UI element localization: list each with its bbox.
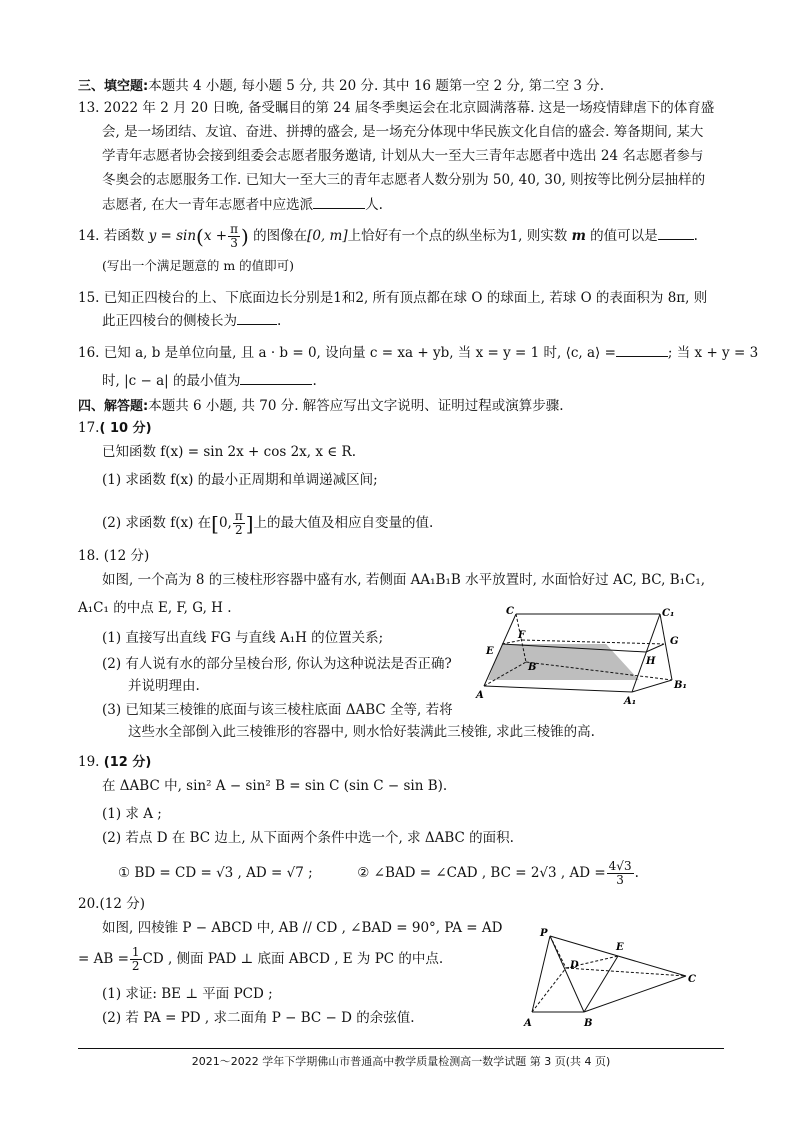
q13-number: 13. (78, 100, 100, 116)
q18-edge-c1a1 (632, 614, 660, 692)
q13-text-5: 志愿者, 在大一青年志愿者中应选派 (102, 197, 314, 213)
q20-text-2b: CD , 侧面 PAD ⊥ 底面 ABCD , E 为 PC 的中点. (142, 951, 444, 967)
q17-text-2b: 上的最大值及相应自变量的值. (253, 515, 434, 531)
q18-part3a: (3) 已知某三棱锥的底面与该三棱柱底面 ΔABC 全等, 若将 (102, 702, 453, 718)
q17-zero: 0, (218, 515, 232, 531)
q20-edge-pb (550, 936, 584, 1012)
section3-title: 三、填空题: (78, 79, 149, 94)
q19-stem: 在 ΔABC 中, sin² A − sin² B = sin C (sin C − sin B). (102, 778, 448, 794)
q20-frac-num: 1 (131, 945, 140, 959)
q18-water-surface (488, 644, 639, 680)
section3-desc: 本题共 4 小题, 每小题 5 分, 共 20 分. 其中 16 题第一空 2 分, 第二空 3 分. (148, 78, 605, 94)
q18-part2a: (2) 有人说有水的部分呈棱台形, 你认为这种说法是否正确? (102, 656, 452, 672)
q20-label-B: B (584, 1018, 593, 1029)
q13-line2: 会, 是一场团结、友谊、奋进、拼搏的盛会, 是一场充分体现中华民族文化自信的盛会. 筹备期间, 某大 (102, 124, 704, 140)
q14-text-d: 的值可以是 (590, 228, 658, 244)
q15-number: 15. (78, 290, 100, 306)
q18-label-B1: B₁ (674, 680, 687, 691)
q17-part2 (102, 508, 433, 539)
q16-line2 (102, 370, 317, 391)
q19-condition-1: ① BD = CD = √3 , AD = √7 ; (118, 865, 313, 881)
q20-label-P: P (540, 928, 548, 939)
q15-text-2: 此正四棱台的侧棱长为 (102, 313, 237, 329)
q18-prism-figure (474, 604, 700, 708)
section4-heading (78, 396, 564, 417)
page-footer: 2021～2022 学年下学期佛山市普通高中教学质量检测高一数学试题 第 3 页(共 4 页) (78, 1048, 724, 1069)
q19-number: 19. (78, 754, 100, 770)
q14-frac-den: 3 (230, 236, 238, 250)
q19-conditions (118, 858, 639, 888)
q19-score: (12 分) (103, 755, 152, 770)
q14-line1: 14. 若函数 y = sin(x + $\frac{\pi}{3}$ ) 的图像在[0, m]上恰好有一个点的纵坐标为1, 则实数 m 的值可以是 . (78, 222, 698, 250)
q14-text-c: 上恰好有一个点的纵坐标为1, 则实数 (347, 228, 568, 244)
q17-text-2a: (2) 求函数 f(x) 在 (102, 515, 212, 531)
q18-label-G: G (670, 636, 679, 647)
q14-var-m: m (571, 228, 586, 244)
section3-heading (78, 76, 604, 97)
q14-number: 14. (78, 228, 100, 244)
q20-number: 20. (78, 896, 100, 912)
q17-header (78, 418, 152, 439)
q20-frac-den: 2 (131, 959, 140, 973)
q18-line2: A₁C₁ 的中点 E, F, G, H . (78, 600, 232, 616)
q13-line3: 学青年志愿者协会接到组委会志愿者服务邀请, 计划从大一至大三青年志愿者中选出 24 名志愿者参与 (102, 148, 704, 164)
q13-line1 (78, 98, 714, 118)
q15-text-1: 已知正四棱台的上、下底面边长分别是1和2, 所有顶点都在球 O 的球面上, 若球 O 的表面积为 8π, 则 (103, 290, 708, 306)
q16-end: . (312, 373, 317, 389)
q16-text-1a: 已知 a, b 是单位向量, 且 a · b = 0, 设向量 c = xa + yb, 当 x = y = 1 时, ⟨c, a⟩ = (103, 345, 616, 361)
q20-label-C: C (688, 974, 696, 985)
q20-line2 (78, 944, 443, 974)
q14-text-a: 若函数 (103, 228, 145, 244)
q19-frac-den: 3 (616, 873, 624, 887)
q17-fraction (233, 510, 245, 537)
q18-edge-c1b1 (660, 614, 672, 680)
q18-header (78, 546, 149, 566)
q18-line1: 如图, 一个高为 8 的三棱柱形容器中盛有水, 若侧面 AA₁B₁B 水平放置时, 水面恰好过 AC, BC, B₁C₁, (102, 572, 706, 588)
q15-answer-blank[interactable] (237, 310, 277, 325)
q19-header (78, 752, 151, 773)
q17-number: 17. (78, 420, 100, 436)
q19-end: . (634, 865, 639, 881)
q17-stem: 已知函数 f(x) = sin 2x + cos 2x, x ∈ R. (102, 444, 356, 460)
q14-answer-blank[interactable] (658, 225, 694, 240)
q20-label-D: D (570, 960, 579, 971)
q20-text-2a: = AB = (78, 951, 129, 967)
q18-edge-a1b1 (632, 680, 672, 692)
q20-edge-pa (532, 936, 550, 1012)
q18-part2b: 并说明理由. (128, 678, 200, 694)
q18-edge-fg (522, 640, 664, 644)
q18-number: 18. (78, 548, 100, 564)
q15-line2: 此正四棱台的侧棱长为 . (102, 310, 281, 331)
q16-answer-blank-1[interactable] (616, 342, 668, 357)
q14-function: y = sin (148, 228, 197, 244)
q14-paren-open: ( (196, 224, 204, 249)
q20-line1: 如图, 四棱锥 P − ABCD 中, AB // CD , ∠BAD = 90°, PA = AD (102, 920, 503, 936)
q18-label-B: B (528, 662, 537, 673)
q20-edge-bc (584, 976, 686, 1012)
q18-label-A1: A₁ (624, 696, 637, 707)
q14-x-plus: x + (203, 228, 228, 244)
q17-bracket-close: ] (245, 511, 254, 536)
q15-line1 (78, 288, 707, 308)
q20-label-E: E (616, 942, 624, 953)
q20-edge-dc (566, 968, 686, 976)
q19-part2: (2) 若点 D 在 BC 边上, 从下面两个条件中选一个, 求 ΔABC 的面积. (102, 830, 514, 846)
q20-pyramid-figure (516, 924, 704, 1034)
section4-desc: 本题共 6 小题, 共 70 分. 解答应写出文字说明、证明过程或演算步骤. (148, 398, 564, 414)
q19-part1: (1) 求 A ; (102, 806, 162, 822)
q16-line1 (78, 342, 758, 363)
q20-part2: (2) 若 PA = PD , 求二面角 P − BC − D 的余弦值. (102, 1010, 415, 1026)
q20-edge-be (584, 956, 618, 1012)
q18-label-E: E (486, 646, 494, 657)
q19-fraction (607, 860, 634, 887)
q14-paren-close: ) (240, 224, 249, 249)
q17-bracket-open: [ (211, 511, 219, 536)
q17-score: ( 10 分) (99, 421, 152, 436)
q18-label-C1: C₁ (662, 608, 675, 619)
q13-line5 (102, 194, 383, 215)
q17-part1: (1) 求函数 f(x) 的最小正周期和单调递减区间; (102, 472, 378, 488)
q19-condition-2: ② ∠BAD = ∠CAD , BC = 2√3 , AD = (357, 865, 606, 881)
q18-label-F: F (518, 630, 526, 641)
q14-interval: [0, m] (307, 228, 348, 244)
q13-text-5-end: 人. (365, 197, 383, 213)
q13-answer-blank[interactable] (313, 194, 365, 209)
q16-answer-blank-2[interactable] (240, 370, 312, 385)
q16-text-1b: ; 当 x + y = 3 (667, 345, 759, 361)
q20-edge-pd (550, 936, 566, 968)
q20-header (78, 894, 145, 914)
q20-fraction (130, 946, 142, 973)
q18-label-A: A (476, 690, 484, 701)
q18-part1: (1) 直接写出直线 FG 与直线 A₁H 的位置关系; (102, 630, 384, 646)
q17-frac-num: π (234, 509, 243, 523)
q20-score: (12 分) (99, 896, 145, 912)
q13-text-1: 2022 年 2 月 20 日晚, 备受瞩目的第 24 届冬季奥运会在北京圆满落幕. 这是一场疫情肆虐下的体育盛 (103, 100, 715, 116)
q14-note: (写出一个满足题意的 m 的值即可) (102, 258, 295, 273)
q16-text-2a: 时, |c − a| 的最小值为 (102, 373, 241, 389)
q13-line4: 冬奥会的志愿服务工作. 已知大一至大三的青年志愿者人数分别为 50, 40, 30, 则按等比例分层抽样的 (102, 172, 706, 188)
q18-score: (12 分) (103, 548, 150, 564)
q16-number: 16. (78, 345, 100, 361)
q18-edge-aa1 (484, 686, 632, 692)
q20-part1: (1) 求证: BE ⊥ 平面 PCD ; (102, 986, 273, 1002)
q19-frac-num: 4√3 (608, 859, 632, 873)
q20-label-A: A (524, 1018, 532, 1029)
q14-frac-num: π (230, 222, 238, 236)
q18-label-C: C (506, 606, 514, 617)
section4-title: 四、解答题: (78, 399, 149, 414)
q14-text-b: 的图像在 (253, 228, 308, 244)
q17-frac-den: 2 (234, 523, 243, 537)
q14-fraction (228, 223, 240, 250)
q18-label-H: H (646, 656, 656, 667)
q18-part3b: 这些水全部倒入此三棱锥形的容器中, 则水恰好装满此三棱锥, 求此三棱锥的高. (128, 724, 595, 740)
